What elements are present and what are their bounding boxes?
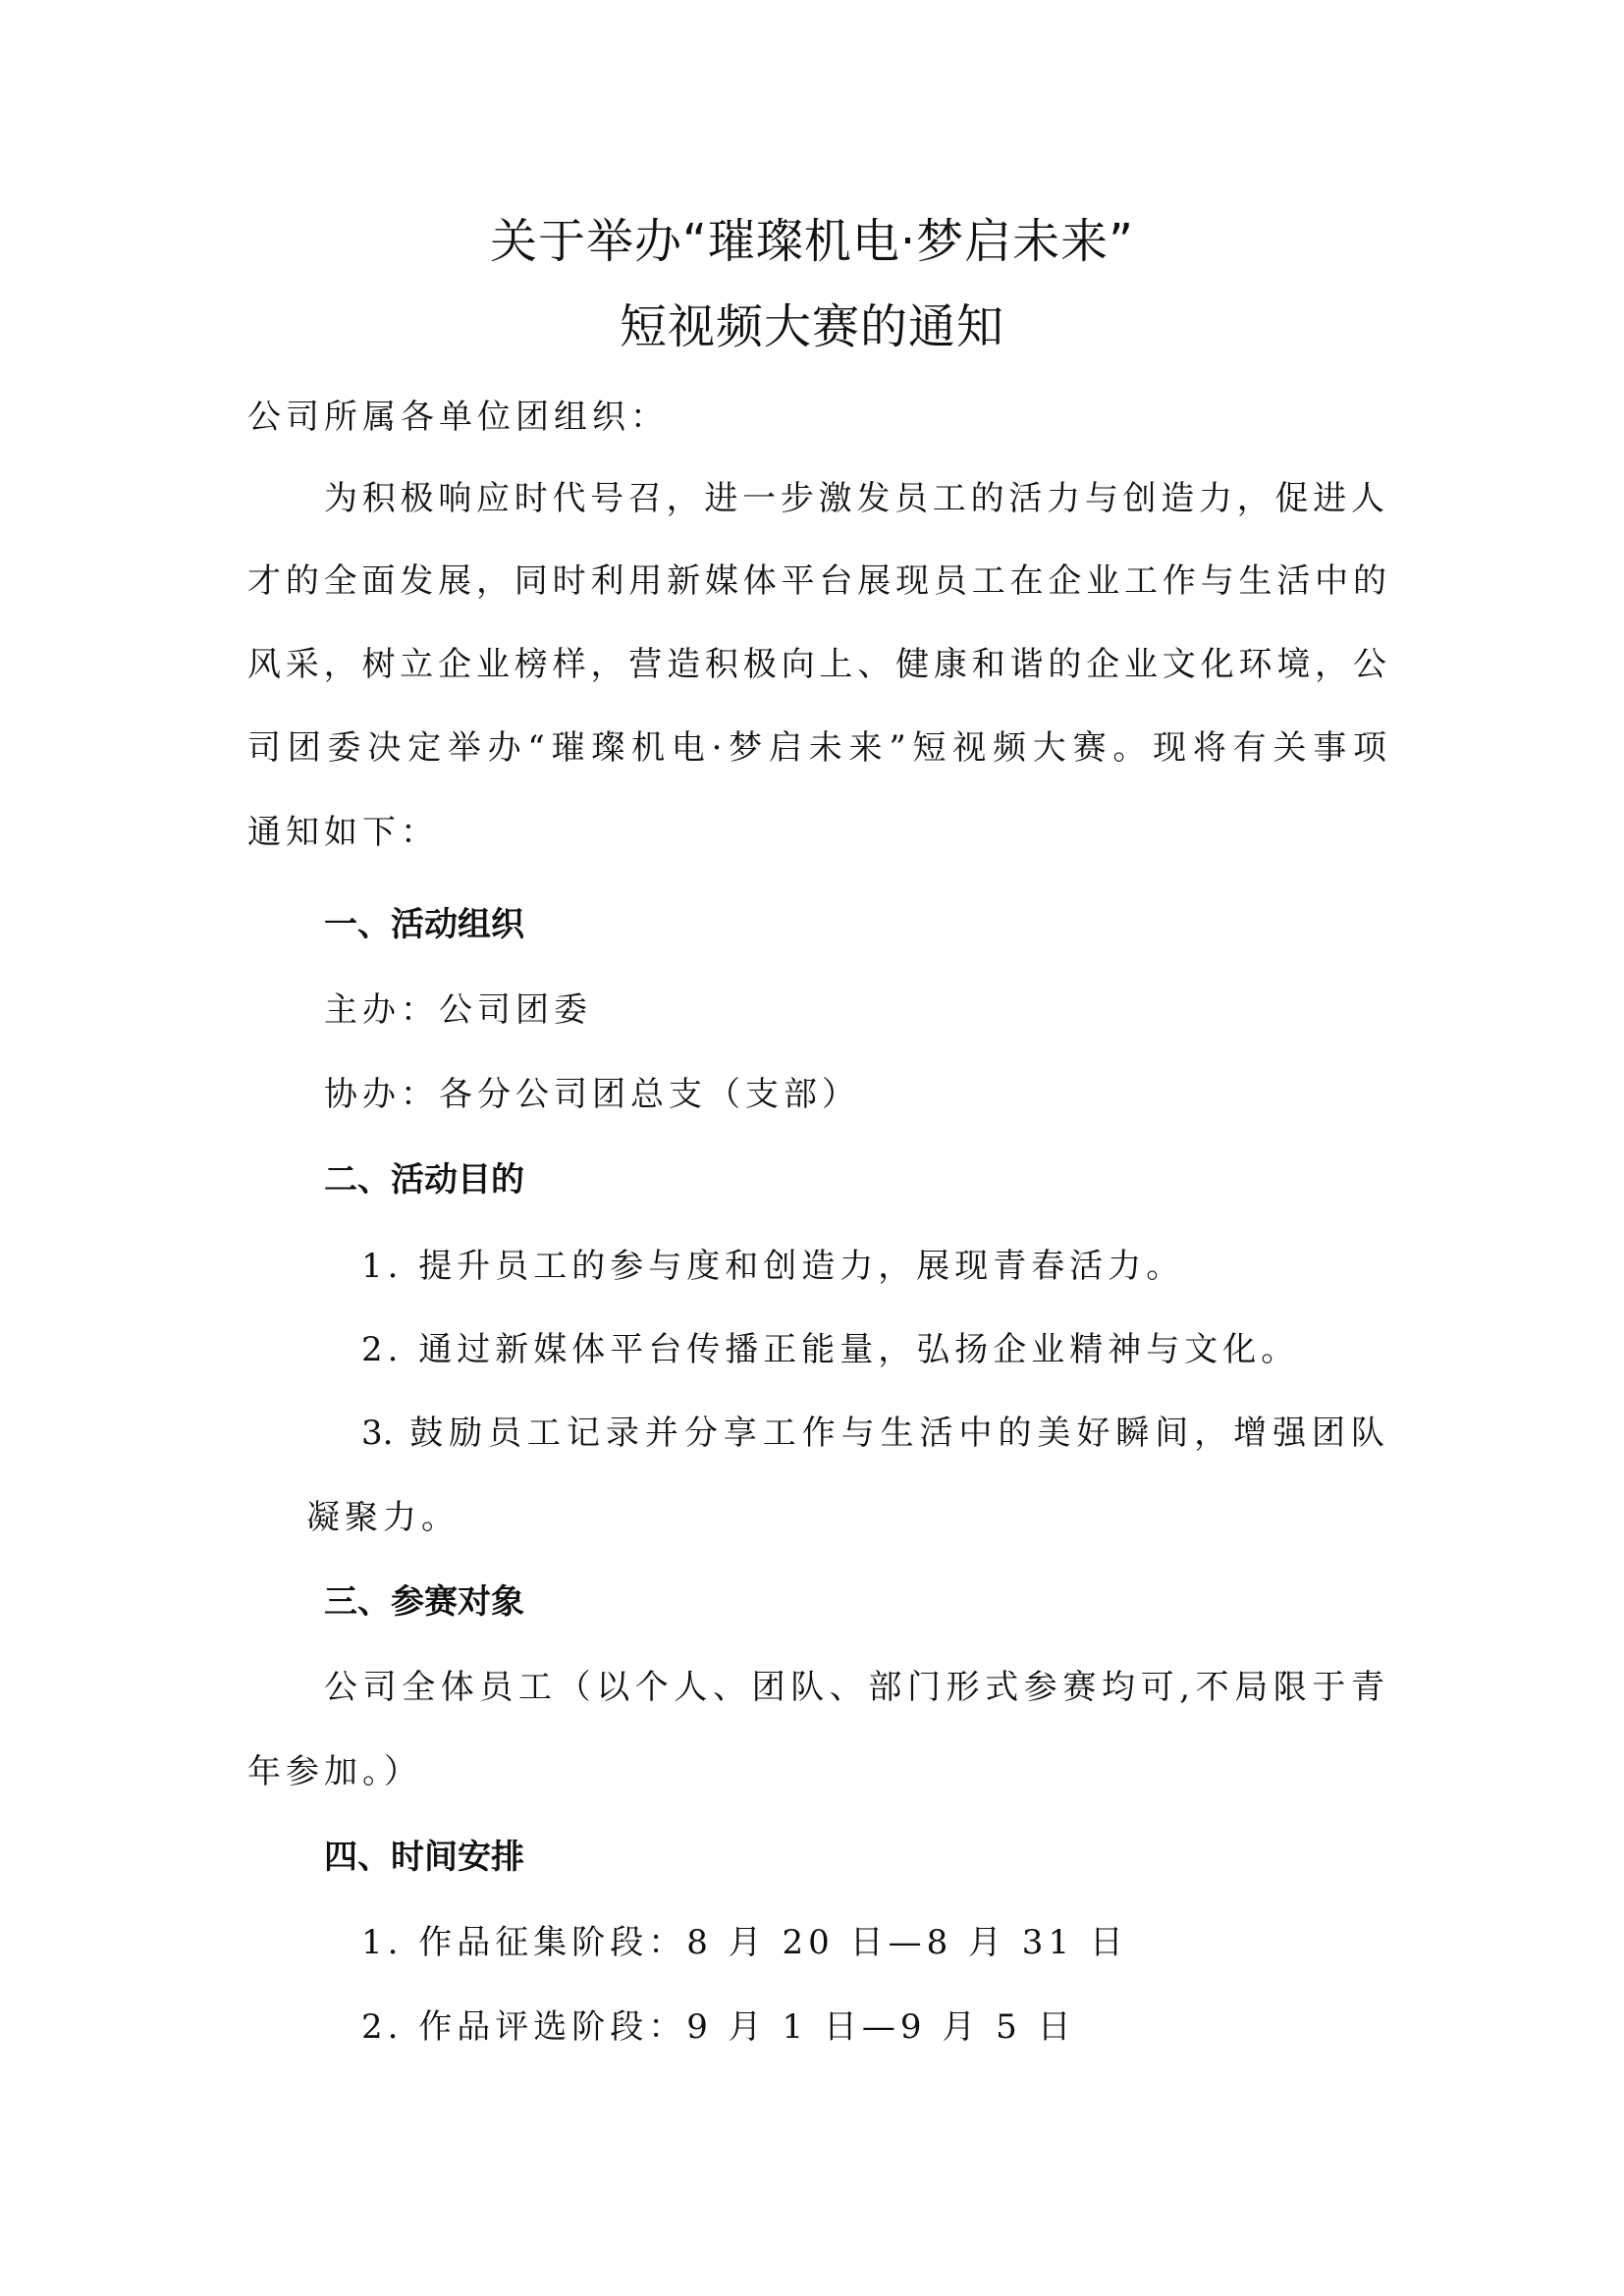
participants-line-1: 公司全体员工（以个人、团队、部门形式参赛均可,不局限于青: [324, 1668, 1384, 1707]
section-heading-purpose: 二、活动目的: [324, 1160, 524, 1200]
purpose-item-2: 2. 通过新媒体平台传播正能量，弘扬企业精神与文化。: [361, 1330, 1300, 1369]
section-heading-organization: 一、活动组织: [324, 905, 524, 944]
intro-paragraph-line-5: 通知如下：: [247, 813, 439, 852]
schedule-item-2: 2. 作品评选阶段：9 月 1 日—9 月 5 日: [361, 2007, 1076, 2047]
intro-paragraph-line-2: 才的全面发展，同时利用新媒体平台展现员工在企业工作与生活中的: [247, 561, 1386, 601]
participants-line-2: 年参加。）: [247, 1752, 422, 1791]
intro-paragraph-line-3: 风采，树立企业榜样，营造积极向上、健康和谐的企业文化环境，公: [247, 645, 1386, 684]
schedule-item-1: 1. 作品征集阶段：8 月 20 日—8 月 31 日: [361, 1923, 1128, 1962]
organizer-line: 主办：公司团委: [324, 990, 592, 1030]
intro-paragraph-line-1: 为积极响应时代号召，进一步激发员工的活力与创造力，促进人: [324, 479, 1384, 518]
section-heading-participants: 三、参赛对象: [324, 1582, 524, 1622]
purpose-item-1: 1. 提升员工的参与度和创造力，展现青春活力。: [361, 1247, 1185, 1286]
document-title-line-1: 关于举办“璀璨机电·梦启未来”: [490, 214, 1134, 269]
salutation: 公司所属各单位团组织：: [247, 398, 669, 437]
document-title-line-2: 短视频大赛的通知: [619, 299, 1004, 354]
purpose-item-3: 3. 鼓励员工记录并分享工作与生活中的美好瞬间，增强团队: [361, 1414, 1384, 1453]
intro-paragraph-line-4: 司团委决定举办“璀璨机电·梦启未来”短视频大赛。现将有关事项: [247, 728, 1386, 768]
purpose-item-3-continued: 凝聚力。: [306, 1498, 460, 1537]
co-organizer-line: 协办：各分公司团总支（支部）: [324, 1075, 860, 1114]
section-heading-schedule: 四、时间安排: [324, 1838, 524, 1877]
